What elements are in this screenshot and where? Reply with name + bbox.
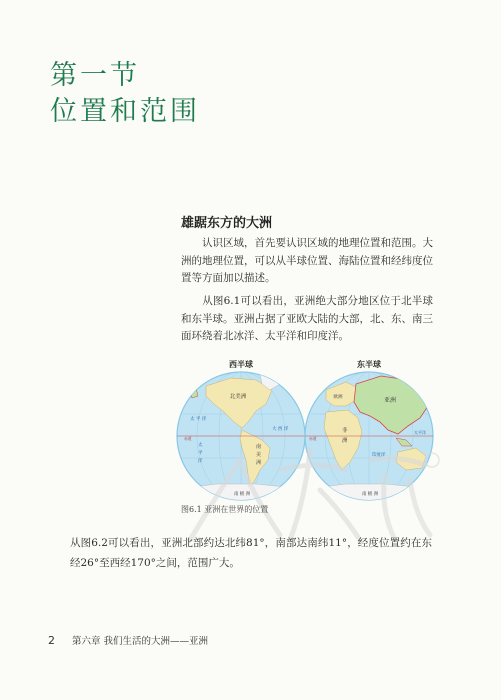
paragraph-3-text: 从图6.2可以看出，亚洲北部约达北纬81°，南部达南纬11°，经度位置约在东经26°至西经170°之间，范围广大。 bbox=[70, 537, 432, 569]
label-indian-ocean: 印度洋 bbox=[372, 453, 386, 458]
hemisphere-map-figure bbox=[176, 356, 438, 506]
label-south-america-b: 美 bbox=[256, 452, 262, 458]
paragraph-3 bbox=[70, 533, 432, 573]
page-footer bbox=[48, 633, 208, 647]
hemisphere-map bbox=[176, 356, 438, 506]
footer-chapter-text: 第六章 我们生活的大洲——亚洲 bbox=[72, 636, 209, 647]
label-equator-west: 赤道 bbox=[184, 436, 192, 441]
eastern-hemisphere bbox=[305, 359, 433, 506]
east-hemisphere-label: 东半球 bbox=[357, 360, 381, 369]
chapter-title bbox=[50, 58, 200, 130]
label-pacific-west2-b: 平 bbox=[198, 451, 203, 456]
label-north-america: 北美洲 bbox=[229, 394, 247, 400]
paragraph-2 bbox=[181, 293, 433, 346]
west-hemisphere-label: 西半球 bbox=[229, 360, 253, 369]
label-pacific-west2-a: 太 bbox=[198, 443, 203, 448]
page-number: 2 bbox=[48, 634, 55, 647]
paragraph-1 bbox=[181, 235, 433, 288]
western-hemisphere bbox=[177, 359, 305, 506]
label-africa-b: 洲 bbox=[342, 438, 348, 444]
label-pacific-west2-c: 洋 bbox=[198, 459, 203, 464]
label-asia: 亚洲 bbox=[383, 397, 397, 404]
label-antarctica-east: 南 极 洲 bbox=[361, 492, 379, 497]
label-atlantic-west: 大 西 洋 bbox=[272, 427, 289, 432]
label-europe: 欧洲 bbox=[333, 395, 343, 400]
paragraph-1-text: 认识区域，首先要认识区域的地理位置和范围。大洲的地理位置，可以从半球位置、海陆位置和经纬度位置等方面加以描述。 bbox=[181, 237, 433, 285]
label-pacific-east: 太平洋 bbox=[414, 430, 426, 435]
section-heading: 雄踞东方的大洲 bbox=[181, 216, 273, 231]
section-number: 第一节 bbox=[50, 60, 140, 91]
label-antarctica-west: 南 极 洲 bbox=[233, 492, 251, 497]
paragraph-2-text: 从图6.1可以看出，亚洲绝大部分地区位于北半球和东半球。亚洲占据了亚欧大陆的大部，北、东、南三面环绕着北冰洋、太平洋和印度洋。 bbox=[181, 295, 433, 343]
section-title: 位置和范围 bbox=[50, 96, 200, 127]
label-pacific-west: 太 平 洋 bbox=[190, 417, 207, 422]
label-equator-east: 赤道 bbox=[309, 436, 317, 441]
label-africa-a: 非 bbox=[342, 428, 348, 434]
figure-caption: 图6.1 亚洲在世界的位置 bbox=[181, 505, 269, 514]
label-south-america-c: 洲 bbox=[256, 460, 262, 466]
label-south-america-a: 南 bbox=[256, 444, 262, 450]
